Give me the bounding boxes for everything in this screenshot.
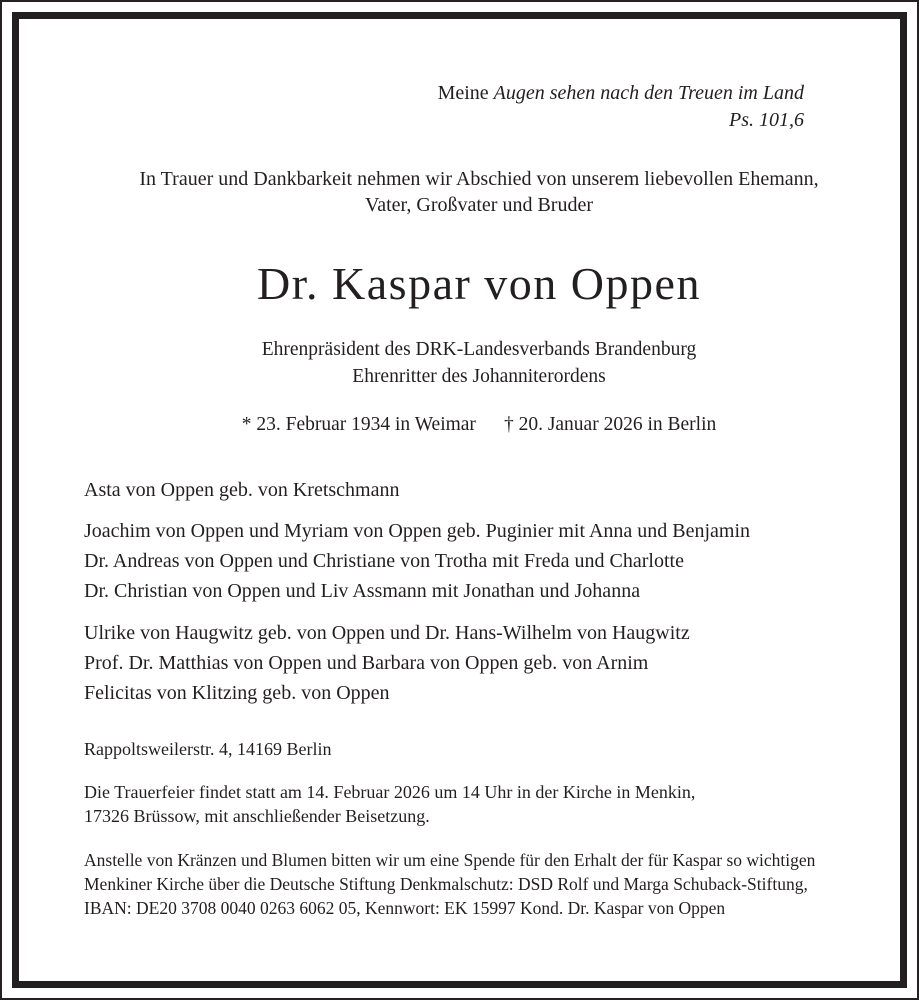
mourner-line: Asta von Oppen geb. von Kretschmann (84, 479, 400, 501)
intro-line: In Trauer und Dankbarkeit nehmen wir Abschied von unserem liebevollen Ehemann, (139, 168, 819, 190)
mourners-group-widow (84, 475, 874, 505)
funeral-line: Die Trauerfeier findet statt am 14. Februar 2026 um 14 Uhr in der Kirche in Menkin, (84, 782, 696, 802)
mourner-line: Prof. Dr. Matthias von Oppen und Barbara von Oppen geb. von Arnim (84, 652, 649, 674)
family-address: Rappoltsweilerstr. 4, 14169 Berlin (84, 739, 332, 759)
donation-line: Anstelle von Kränzen und Blumen bitten wir um eine Spende für den Erhalt der für Kaspar so wichtigen (84, 850, 816, 870)
notice-content (19, 80, 900, 920)
honor-line: Ehrenritter des Johanniterordens (352, 366, 606, 387)
mourner-line: Dr. Christian von Oppen und Liv Assmann mit Jonathan und Johanna (84, 580, 641, 602)
intro-line: Vater, Großvater und Bruder (364, 194, 593, 216)
mourner-line: Dr. Andreas von Oppen und Christiane von Trotha mit Freda und Charlotte (84, 550, 684, 572)
death-date: † 20. Januar 2026 in Berlin (503, 414, 717, 435)
birth-date: * 23. Februar 1934 in Weimar (241, 414, 476, 435)
funeral-line: 17326 Brüssow, mit anschließender Beisetzung. (84, 806, 430, 826)
funeral-details (84, 780, 874, 828)
mourner-line: Ulrike von Haugwitz geb. von Oppen und Dr. Hans-Wilhelm von Haugwitz (84, 622, 690, 644)
mourners-group-children (84, 516, 874, 606)
epigraph-quote: Augen sehen nach den Treuen im Land (493, 82, 804, 104)
mourners-group-siblings (84, 618, 874, 708)
deceased-name: Dr. Kaspar von Oppen (257, 258, 701, 309)
border-frame (12, 12, 907, 988)
life-dates (84, 413, 874, 437)
donation-request (84, 848, 874, 920)
mourner-line: Felicitas von Klitzing geb. von Oppen (84, 682, 390, 704)
honor-line: Ehrenpräsident des DRK-Landesverbands Brandenburg (261, 339, 697, 360)
epigraph-prefix: Meine (437, 82, 494, 104)
epigraph-quote-line (84, 80, 804, 107)
donation-line: IBAN: DE20 3708 0040 0263 6062 05, Kennwort: EK 15997 Kond. Dr. Kaspar von Oppen (84, 898, 726, 918)
mourner-line: Joachim von Oppen und Myriam von Oppen geb. Puginier mit Anna und Benjamin (84, 520, 751, 542)
epigraph-source: Ps. 101,6 (729, 109, 804, 131)
honors (84, 336, 874, 390)
intro-paragraph (84, 166, 874, 218)
mourners-list (84, 475, 874, 708)
epigraph (84, 80, 804, 134)
donation-line: Menkiner Kirche über die Deutsche Stiftung Denkmalschutz: DSD Rolf und Marga Schuback-Stiftung, (84, 874, 808, 894)
